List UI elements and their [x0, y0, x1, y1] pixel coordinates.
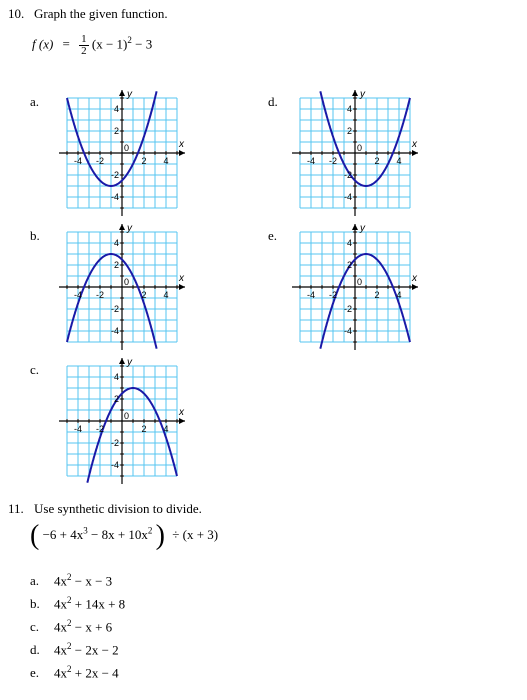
- graph-option-c[interactable]: [55, 356, 195, 486]
- y-tick-label: -2: [110, 438, 119, 448]
- graph-option-a[interactable]: [55, 88, 195, 218]
- function-constant: − 3: [135, 36, 153, 52]
- option-a-label: a.: [30, 94, 40, 109]
- origin-label: 0: [357, 143, 363, 153]
- x-axis-arrow: [179, 284, 185, 290]
- x-tick-label: 2: [141, 290, 147, 300]
- answer-rest: + 14x + 8: [71, 596, 126, 612]
- x-tick-label: -2: [95, 290, 105, 300]
- y-tick-label: -4: [343, 326, 352, 336]
- y-tick-label: -4: [110, 326, 119, 336]
- y-tick-label: 4: [113, 372, 119, 382]
- x-tick-label: 4: [396, 156, 402, 166]
- x-axis-label: x: [179, 139, 184, 150]
- x-axis-arrow: [179, 418, 185, 424]
- y-axis-arrow: [119, 358, 125, 364]
- y-tick-label: 4: [346, 238, 352, 248]
- answer-term: 4x: [54, 596, 67, 612]
- x-tick-label: -2: [328, 156, 338, 166]
- origin-label: 0: [124, 277, 130, 287]
- origin-label: 0: [357, 277, 363, 287]
- division-expression: [30, 522, 218, 550]
- origin-label: 0: [124, 411, 130, 421]
- equals-sign: =: [62, 36, 70, 52]
- graph-option-b[interactable]: [55, 222, 195, 352]
- y-tick-label: -4: [343, 192, 352, 202]
- y-tick-label: -4: [110, 192, 119, 202]
- answer-rest: − x + 6: [71, 619, 113, 635]
- x-tick-label: -4: [73, 156, 83, 166]
- answer-letter: a.: [30, 573, 40, 589]
- answer-term: 4x: [54, 665, 67, 681]
- question-11-number: 11.: [8, 501, 24, 516]
- x-axis-arrow: [412, 284, 418, 290]
- answer-letter: c.: [30, 619, 40, 635]
- parabola-curve: [320, 91, 410, 186]
- fraction-denominator: 2: [81, 45, 87, 57]
- right-paren: ): [155, 520, 165, 551]
- x-tick-label: -4: [306, 156, 316, 166]
- y-tick-label: -2: [110, 170, 119, 180]
- x-tick-label: -4: [73, 424, 83, 434]
- option-b-label: b.: [30, 228, 40, 243]
- answer-rest: − 2x − 2: [71, 642, 119, 658]
- x-tick-label: 4: [163, 156, 169, 166]
- dividend-part-a: −6 + 4x: [42, 526, 84, 542]
- x-axis-label: x: [412, 139, 417, 150]
- fraction-one-half: [79, 34, 89, 57]
- fraction-numerator: 1: [81, 33, 87, 45]
- option-c-label: c.: [30, 362, 40, 377]
- y-tick-label: -4: [110, 460, 119, 470]
- x-tick-label: -2: [95, 424, 105, 434]
- answer-exponent: 2: [67, 664, 72, 674]
- answer-exponent: 2: [67, 595, 72, 605]
- x-tick-label: 4: [163, 290, 169, 300]
- answer-rest: + 2x − 4: [71, 665, 119, 681]
- x-axis-arrow: [179, 150, 185, 156]
- question-11-prompt: Use synthetic division to divide.: [34, 501, 202, 516]
- x-tick-label: -2: [328, 290, 338, 300]
- dividend-exponent-a: 3: [83, 525, 88, 536]
- question-10-prompt: Graph the given function.: [34, 6, 168, 21]
- graph-option-e[interactable]: [288, 222, 428, 352]
- answer-exponent: 2: [67, 618, 72, 628]
- x-tick-label: 2: [141, 424, 147, 434]
- function-body: (x − 1): [91, 36, 128, 52]
- x-tick-label: -4: [73, 290, 83, 300]
- y-tick-label: -2: [343, 304, 352, 314]
- answer-exponent: 2: [67, 572, 72, 582]
- answer-exponent: 2: [67, 641, 72, 651]
- question-10-number: 10.: [8, 6, 25, 21]
- y-axis-arrow: [352, 90, 358, 96]
- x-tick-label: 4: [163, 424, 169, 434]
- y-tick-label: 2: [113, 394, 119, 404]
- y-tick-label: 4: [113, 104, 119, 114]
- option-e-label: e.: [268, 228, 278, 243]
- y-axis-label: y: [127, 357, 132, 368]
- y-axis-label: y: [127, 223, 132, 234]
- answer-term: 4x: [54, 573, 67, 589]
- y-tick-label: -2: [343, 170, 352, 180]
- parabola-curve: [87, 388, 177, 483]
- origin-label: 0: [124, 143, 130, 153]
- y-tick-label: -2: [110, 304, 119, 314]
- option-d-label: d.: [268, 94, 278, 109]
- function-name: f (x): [32, 36, 54, 52]
- y-axis-arrow: [119, 224, 125, 230]
- y-tick-label: 2: [346, 260, 352, 270]
- dividend-part-b: − 8x + 10x: [87, 526, 148, 542]
- answer-letter: b.: [30, 596, 40, 612]
- function-expression: [32, 34, 152, 57]
- x-axis-label: x: [179, 407, 184, 418]
- divisor: ÷ (x + 3): [172, 526, 219, 542]
- x-axis-arrow: [412, 150, 418, 156]
- y-tick-label: 4: [346, 104, 352, 114]
- x-tick-label: -2: [95, 156, 105, 166]
- y-axis-arrow: [119, 90, 125, 96]
- x-axis-label: x: [179, 273, 184, 284]
- dividend-exponent-b: 2: [147, 525, 153, 536]
- answer-term: 4x: [54, 619, 67, 635]
- answer-option-b[interactable]: [30, 595, 125, 618]
- y-axis-label: y: [127, 89, 132, 100]
- answer-option-e[interactable]: [30, 664, 125, 687]
- x-tick-label: 2: [141, 156, 147, 166]
- function-exponent: 2: [127, 35, 132, 46]
- x-tick-label: 4: [396, 290, 402, 300]
- left-paren: (: [30, 520, 40, 551]
- x-tick-label: 2: [374, 156, 380, 166]
- x-tick-label: 2: [374, 290, 380, 300]
- answer-option-c[interactable]: [30, 618, 125, 641]
- answer-letter: d.: [30, 642, 40, 658]
- parabola-curve: [320, 254, 410, 349]
- y-axis-label: y: [360, 223, 365, 234]
- x-tick-label: -4: [306, 290, 316, 300]
- y-axis-label: y: [360, 89, 365, 100]
- y-tick-label: 2: [113, 260, 119, 270]
- answer-term: 4x: [54, 642, 67, 658]
- answer-list: [30, 572, 125, 687]
- answer-letter: e.: [30, 665, 40, 681]
- y-tick-label: 2: [113, 126, 119, 136]
- graph-option-d[interactable]: [288, 88, 428, 218]
- y-tick-label: 4: [113, 238, 119, 248]
- y-axis-arrow: [352, 224, 358, 230]
- answer-option-d[interactable]: [30, 641, 125, 664]
- answer-rest: − x − 3: [71, 573, 113, 589]
- answer-option-a[interactable]: [30, 572, 125, 595]
- y-tick-label: 2: [346, 126, 352, 136]
- x-axis-label: x: [412, 273, 417, 284]
